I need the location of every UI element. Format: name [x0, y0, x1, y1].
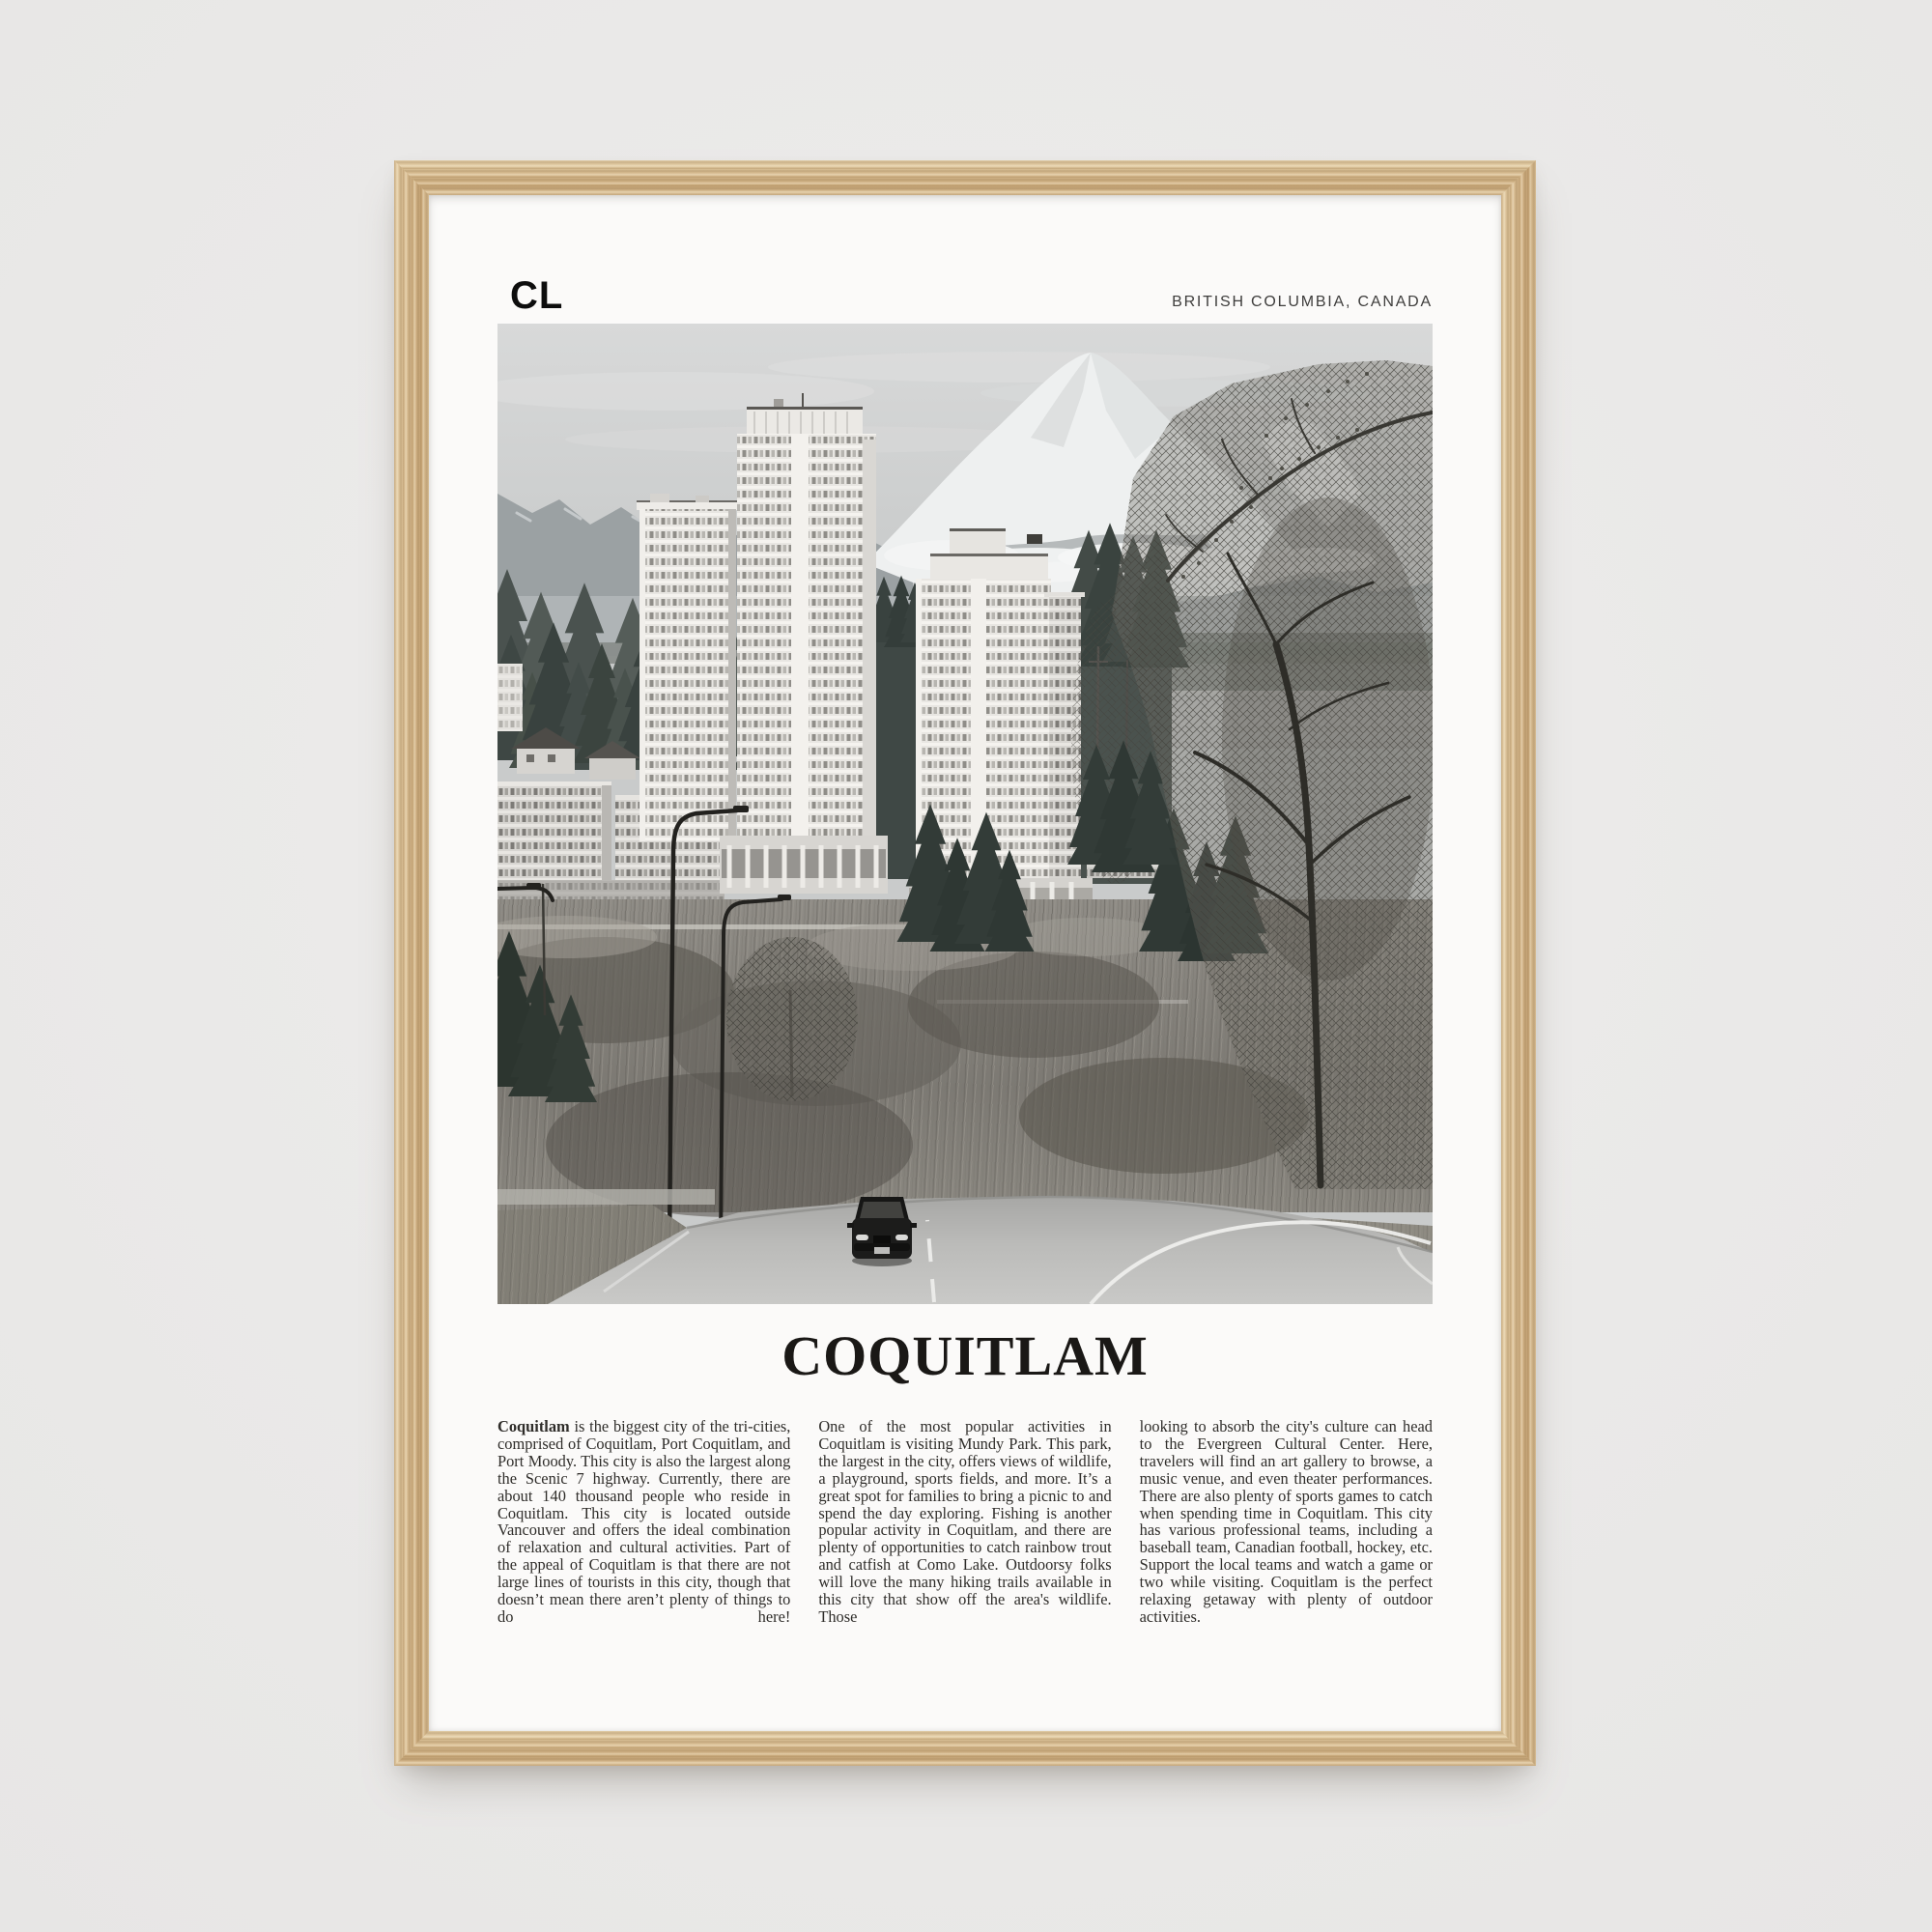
frame-edge-bottom — [394, 1731, 1536, 1766]
poster-body — [497, 1418, 1433, 1626]
frame-edge-top — [394, 160, 1536, 195]
body-column-1-text: is the biggest city of the tri-cities, comprised of Coquitlam, Port Coquitlam, and Port Moody. This city is also the largest along the Scenic 7 highway. Currently, there are about 140 thousand people who reside in Coquitlam. This city is located outside Vancouver and offers the ideal combination of relaxation and cultural activities. Part of the appeal of Coquitlam is that there are not large lines of tourists in this city, though that doesn’t mean there aren’t plenty of things to do here! — [497, 1417, 791, 1626]
poster-brand: CL — [510, 274, 564, 317]
headlight-left — [856, 1235, 868, 1240]
coquitlam-photo — [497, 324, 1433, 1304]
cityscape-illustration — [497, 324, 1433, 1304]
body-column-2: One of the most popular activities in Coquitlam is visiting Mundy Park. This park, the largest in the city, offers views of wildlife, a playground, sports fields, and more. It’s a great spot for families to bring a picnic to and spend the day exploring. Fishing is another popular activity in Coquitlam, and there are plenty of opportunities to catch rainbow trout and catfish at Como Lake. Outdoorsy folks will love the many hiking trails available in this city that show off the area's wildlife. Those — [818, 1417, 1112, 1626]
lead-word: Coquitlam — [497, 1417, 570, 1435]
poster-title: COQUITLAM — [781, 1324, 1149, 1387]
poster-location: BRITISH COLUMBIA, CANADA — [1172, 294, 1433, 310]
body-column-1 — [497, 1418, 790, 1626]
poster — [429, 195, 1501, 1731]
headlight-right — [895, 1235, 908, 1240]
body-column-3: looking to absorb the city's culture can head to the Evergreen Cultural Center. Here, travelers will find an art gallery to browse, a music venue, and even theater performances. There are also plenty of sports games to catch when spending time in Coquitlam. This city has various professional teams, including a baseball team, Canadian football, hockey, etc. Support the local teams and watch a game or two while visiting. Coquitlam is the perfect relaxing getaway with plenty of outdoor activities. — [1139, 1417, 1433, 1626]
frame-edge-left — [394, 160, 429, 1766]
picture-frame — [394, 160, 1536, 1766]
frame-edge-right — [1501, 160, 1536, 1766]
